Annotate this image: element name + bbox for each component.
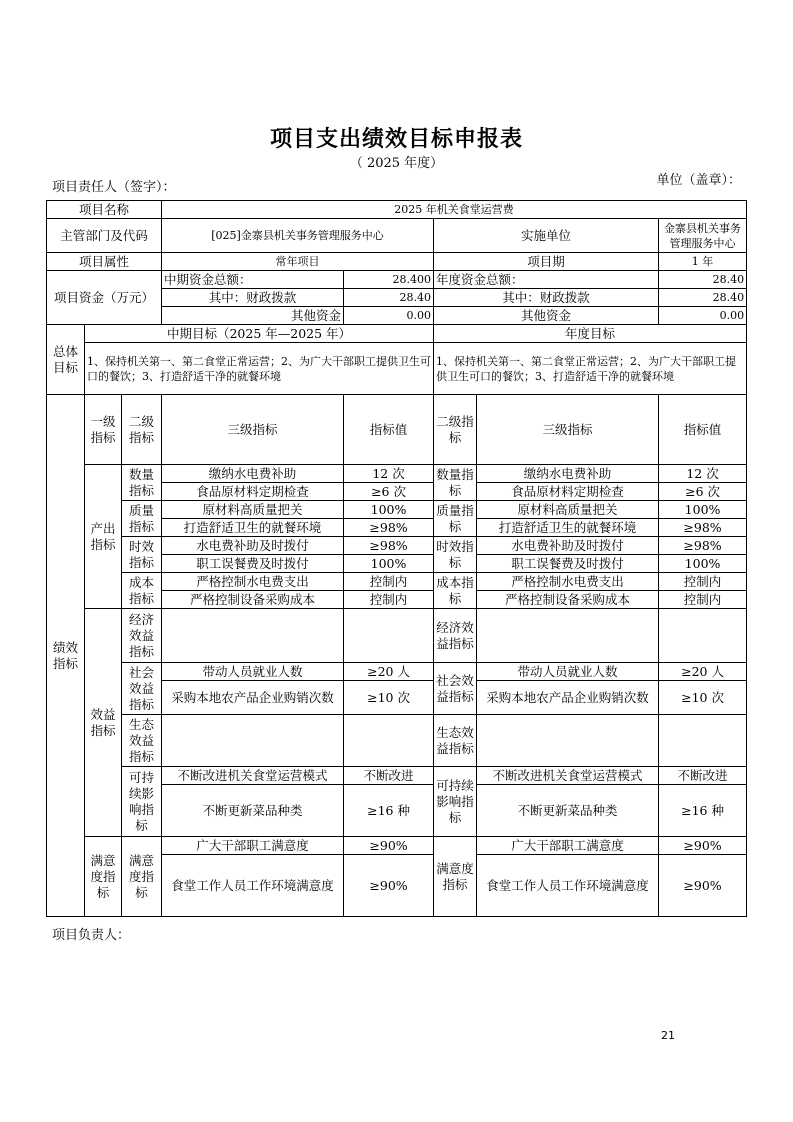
sustainable-indicator-mid: 可持续影响指标 [122,767,162,837]
indicator-name: 原材料高质量把关 [162,501,344,519]
indicator-value: ≥90% [659,855,747,917]
indicator-name: 严格控制水电费支出 [162,573,344,591]
indicator-value: ≥20 人 [344,663,434,681]
indicator-value: ≥90% [344,855,434,917]
overall-goal-label: 总体目标 [47,325,85,395]
indicator-value: 控制内 [344,573,434,591]
mid-other-label: 其他资金 [162,307,344,325]
indicator-value: 100% [659,555,747,573]
indicator-name: 严格控制水电费支出 [477,573,659,591]
mid-fiscal-label: 其中：财政拨款 [162,289,344,307]
social-indicator-year: 社会效益指标 [434,663,477,715]
cost-indicator-mid: 成本指标 [122,573,162,609]
quality-indicator-mid: 质量指标 [122,501,162,537]
empty-cell [659,715,747,767]
indicator-name: 带动人员就业人数 [477,663,659,681]
economic-indicator-year: 经济效益指标 [434,609,477,663]
performance-goal-table [46,200,747,917]
indicator-name: 广大干部职工满意度 [477,837,659,855]
year-goal-text: 1、保持机关第一、第二食堂正常运营；2、为广大干部职工提供卫生可口的餐饮；3、打造舒适干净的就餐环境 [434,343,747,395]
project-attribute-value: 常年项目 [162,253,434,271]
indicator-value: 不断改进 [344,767,434,785]
indicator-name: 不断改进机关食堂运营模式 [477,767,659,785]
indicator-name: 原材料高质量把关 [477,501,659,519]
empty-cell [477,609,659,663]
empty-cell [162,715,344,767]
timeliness-indicator-mid: 时效指标 [122,537,162,573]
indicator-value: 100% [344,501,434,519]
indicator-value: ≥98% [344,537,434,555]
project-name-label: 项目名称 [47,201,162,219]
indicator-name: 职工误餐费及时拨付 [162,555,344,573]
indicator-value: ≥20 人 [659,663,747,681]
sustainable-indicator-year: 可持续影响指标 [434,767,477,837]
department-label: 主管部门及代码 [47,219,162,253]
indicator-value: 控制内 [659,591,747,609]
header-level2-mid: 二级指标 [122,395,162,465]
indicator-value: ≥10 次 [659,681,747,715]
mid-other-value: 0.00 [344,307,434,325]
output-indicator-label: 产出指标 [85,465,122,609]
project-period-value: 1 年 [659,253,747,271]
indicator-name: 食品原材料定期检查 [162,483,344,501]
year-fiscal-value: 28.40 [659,289,747,307]
indicator-value: ≥98% [344,519,434,537]
mid-goal-text: 1、保持机关第一、第二食堂正常运营；2、为广大干部职工提供卫生可口的餐饮；3、打造舒适干净的就餐环境 [85,343,434,395]
project-name-value: 2025 年机关食堂运营费 [162,201,747,219]
indicator-name: 广大干部职工满意度 [162,837,344,855]
indicator-name: 食堂工作人员工作环境满意度 [162,855,344,917]
indicator-name: 职工误餐费及时拨付 [477,555,659,573]
ecological-indicator-mid: 生态效益指标 [122,715,162,767]
performance-indicator-label: 绩效指标 [47,395,85,917]
indicator-name: 不断更新菜品种类 [477,785,659,837]
timeliness-indicator-year: 时效指标 [434,537,477,573]
indicator-name: 不断更新菜品种类 [162,785,344,837]
empty-cell [344,715,434,767]
header-level3-year: 三级指标 [477,395,659,465]
indicator-value: ≥16 种 [344,785,434,837]
empty-cell [344,609,434,663]
indicator-name: 缴纳水电费补助 [162,465,344,483]
project-fund-label: 项目资金（万元） [47,271,162,325]
indicator-value: ≥6 次 [659,483,747,501]
project-owner-label: 项目负责人： [52,928,131,943]
empty-cell [659,609,747,663]
ecological-indicator-year: 生态效益指标 [434,715,477,767]
mid-fiscal-value: 28.40 [344,289,434,307]
social-indicator-mid: 社会效益指标 [122,663,162,715]
unit-seal-label: 单位（盖章）： [656,173,741,188]
page-number: 21 [661,1029,675,1042]
satisfaction-sub-year: 满意度指标 [434,837,477,917]
header-level1: 一级指标 [85,395,122,465]
satisfaction-sub-mid: 满意度指标 [122,837,162,917]
quantity-indicator-mid: 数量指标 [122,465,162,501]
indicator-value: 控制内 [344,591,434,609]
project-attribute-label: 项目属性 [47,253,162,271]
indicator-value: ≥90% [659,837,747,855]
indicator-name: 严格控制设备采购成本 [162,591,344,609]
empty-cell [162,609,344,663]
mid-goal-header: 中期目标（2025 年—2025 年） [85,325,434,343]
indicator-value: 100% [344,555,434,573]
implementing-unit-value: 金寨县机关事务管理服务中心 [659,219,747,253]
responsible-signature-label: 项目责任人（签字）： [52,180,176,195]
implementing-unit-label: 实施单位 [434,219,659,253]
indicator-value: ≥16 种 [659,785,747,837]
year-other-label: 其他资金 [434,307,659,325]
header-value-mid: 指标值 [344,395,434,465]
indicator-name: 水电费补助及时拨付 [477,537,659,555]
indicator-name: 食品原材料定期检查 [477,483,659,501]
year-subtitle: （ 2025 年度） [349,156,444,171]
indicator-value: ≥90% [344,837,434,855]
year-fiscal-label: 其中：财政拨款 [434,289,659,307]
satisfaction-indicator-label: 满意度指标 [85,837,122,917]
indicator-value: ≥6 次 [344,483,434,501]
indicator-value: 12 次 [659,465,747,483]
quality-indicator-year: 质量指标 [434,501,477,537]
mid-total-label: 中期资金总额： [162,271,344,289]
indicator-name: 食堂工作人员工作环境满意度 [477,855,659,917]
indicator-value: ≥10 次 [344,681,434,715]
indicator-name: 缴纳水电费补助 [477,465,659,483]
indicator-name: 带动人员就业人数 [162,663,344,681]
indicator-value: 不断改进 [659,767,747,785]
indicator-value: ≥98% [659,519,747,537]
indicator-name: 打造舒适卫生的就餐环境 [477,519,659,537]
year-total-label: 年度资金总额： [434,271,659,289]
indicator-value: 控制内 [659,573,747,591]
cost-indicator-year: 成本指标 [434,573,477,609]
indicator-value: 12 次 [344,465,434,483]
indicator-name: 严格控制设备采购成本 [477,591,659,609]
project-period-label: 项目期 [434,253,659,271]
year-other-value: 0.00 [659,307,747,325]
indicator-value: ≥98% [659,537,747,555]
economic-indicator-mid: 经济效益指标 [122,609,162,663]
indicator-name: 水电费补助及时拨付 [162,537,344,555]
year-goal-header: 年度目标 [434,325,747,343]
indicator-name: 不断改进机关食堂运营模式 [162,767,344,785]
empty-cell [477,715,659,767]
benefit-indicator-label: 效益指标 [85,609,122,837]
year-total-value: 28.40 [659,271,747,289]
page-title: 项目支出绩效目标申报表 [269,126,523,152]
header-level3-mid: 三级指标 [162,395,344,465]
header-value-year: 指标值 [659,395,747,465]
indicator-name: 采购本地农产品企业购销次数 [477,681,659,715]
indicator-name: 打造舒适卫生的就餐环境 [162,519,344,537]
indicator-value: 100% [659,501,747,519]
header-level2-year: 二级指标 [434,395,477,465]
quantity-indicator-year: 数量指标 [434,465,477,501]
department-value: [025]金寨县机关事务管理服务中心 [162,219,434,253]
mid-total-value: 28.400 [344,271,434,289]
indicator-name: 采购本地农产品企业购销次数 [162,681,344,715]
